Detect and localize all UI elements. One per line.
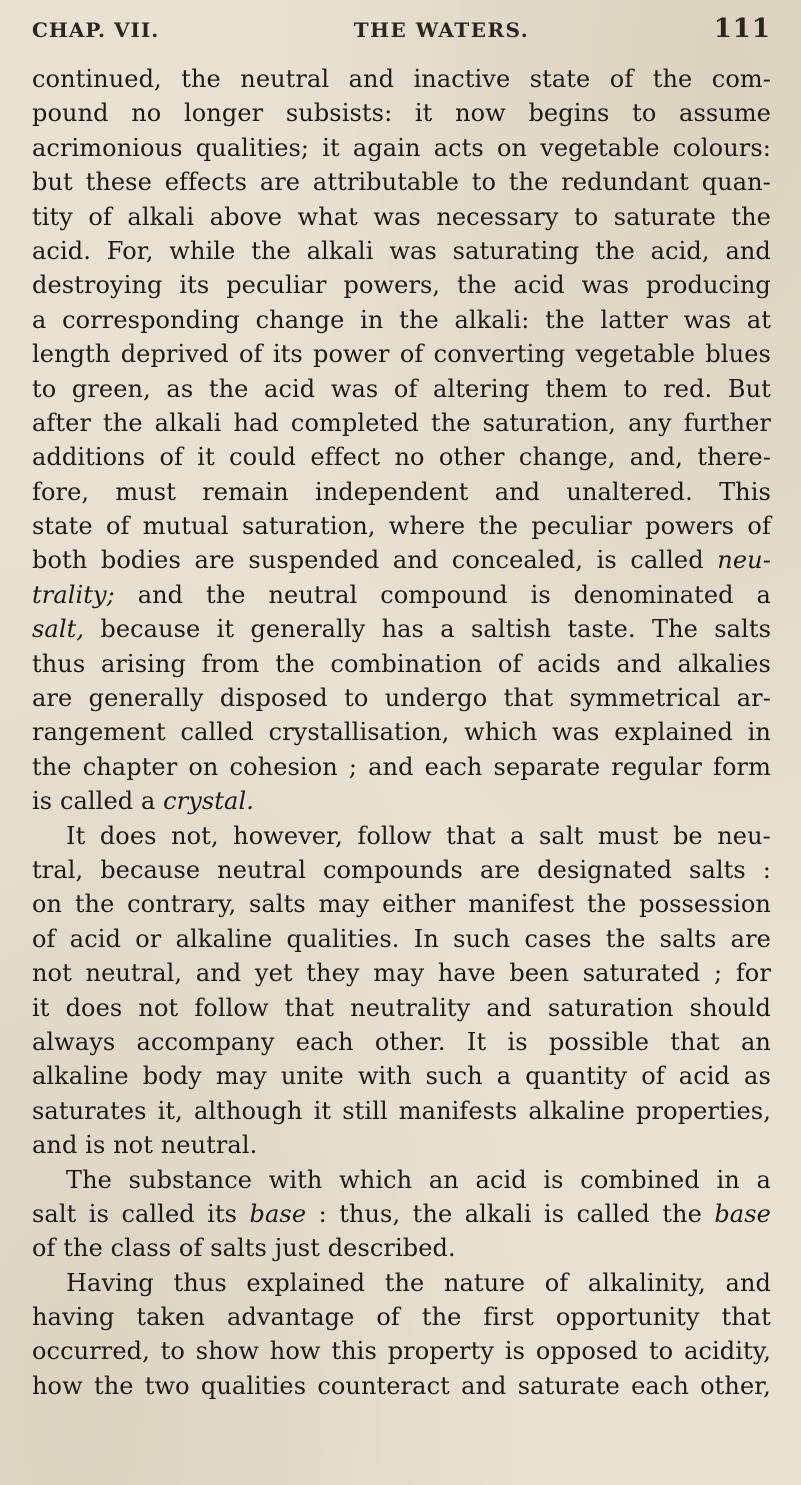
text-line: thus arising from the combination of acids and alkalies	[32, 649, 771, 678]
chapter-label: CHAP. VII.	[32, 18, 160, 42]
text-line: The substance with which an acid is combined in a	[66, 1165, 771, 1194]
text-line: continued, the neutral and inactive state of the com-	[32, 65, 771, 93]
text-line: tity of alkali above what was necessary to saturate the	[32, 202, 771, 231]
text-line: Having thus explained the nature of alkalinity, and	[66, 1268, 771, 1297]
text-line: alkaline body may unite with such a quantity of acid as	[32, 1062, 771, 1091]
text-line: salt, because it generally has a saltish taste. The salts	[32, 615, 771, 644]
text-line: not neutral, and yet they may have been saturated ; for	[32, 959, 771, 988]
text-line: to green, as the acid was of altering them to red. But	[32, 374, 771, 403]
text-line: of the class of salts just described.	[32, 1234, 456, 1263]
text-line: a corresponding change in the alkali: the latter was at	[32, 305, 771, 334]
text-line: acrimonious qualities; it again acts on vegetable colours:	[32, 133, 771, 162]
text-line: but these effects are attributable to the redundant quan-	[32, 168, 771, 197]
text-line: having taken advantage of the first opportunity that	[32, 1303, 771, 1332]
text-line: salt is called its base : thus, the alkali is called the base	[32, 1199, 771, 1228]
text-line: fore, must remain independent and unaltered. This	[32, 477, 771, 506]
text-line: destroying its peculiar powers, the acid was producing	[32, 271, 771, 300]
text-line: additions of it could effect no other change, and, there-	[32, 443, 771, 472]
section-title: THE WATERS.	[353, 18, 530, 42]
text-line: It does not, however, follow that a salt must be neu-	[66, 821, 771, 850]
text-line: how the two qualities counteract and saturate each other,	[32, 1371, 771, 1400]
body-text	[32, 62, 771, 1403]
text-line: is called a crystal.	[32, 787, 254, 816]
page-number: 111	[713, 14, 771, 44]
text-line: both bodies are suspended and concealed, is called neu-	[32, 546, 771, 575]
text-line: on the contrary, salts may either manifest the possession	[32, 890, 771, 919]
text-line: tral, because neutral compounds are designated salts :	[32, 855, 771, 884]
text-line: rangement called crystallisation, which was explained in	[32, 718, 771, 747]
running-head	[32, 14, 771, 54]
text-line: occurred, to show how this property is opposed to acidity,	[32, 1337, 771, 1366]
text-line: after the alkali had completed the saturation, any further	[32, 408, 771, 437]
text-line: state of mutual saturation, where the peculiar powers of	[32, 512, 771, 541]
text-line: of acid or alkaline qualities. In such cases the salts are	[32, 924, 771, 953]
text-line: trality; and the neutral compound is denominated a	[32, 580, 771, 609]
text-line: are generally disposed to undergo that symmetrical ar-	[32, 684, 771, 713]
text-line: length deprived of its power of converting vegetable blues	[32, 340, 771, 369]
text-line: it does not follow that neutrality and saturation should	[32, 993, 771, 1022]
text-line: acid. For, while the alkali was saturating the acid, and	[32, 236, 771, 265]
text-line: the chapter on cohesion ; and each separate regular form	[32, 752, 771, 781]
text-line: pound no longer subsists: it now begins to assume	[32, 99, 771, 128]
text-line: and is not neutral.	[32, 1131, 258, 1160]
text-line: saturates it, although it still manifests alkaline properties,	[32, 1096, 771, 1125]
text-line: always accompany each other. It is possible that an	[32, 1027, 771, 1056]
